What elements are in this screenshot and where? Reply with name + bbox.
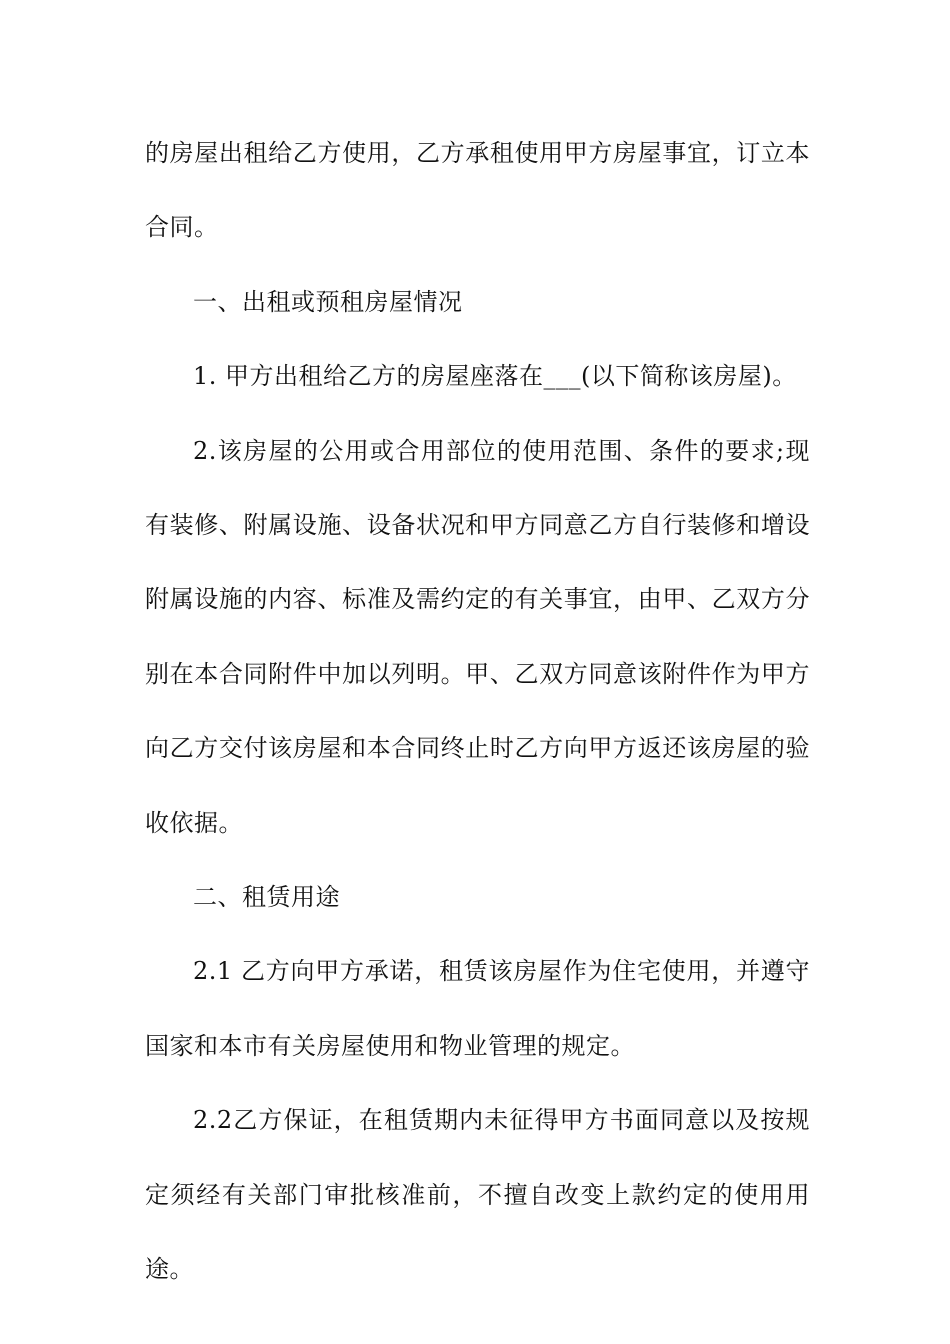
clause-1-location: 1. 甲方出租给乙方的房屋座落在___(以下简称该房屋)。 bbox=[193, 362, 797, 391]
document-body bbox=[145, 116, 810, 1307]
section-heading-lease-purpose: 二、租赁用途 bbox=[193, 883, 340, 912]
clause-2-1-residential-use: 2.1 乙方向甲方承诺，租赁该房屋作为住宅使用，并遵守国家和本市有关房屋使用和物业管理的规定。 bbox=[145, 957, 810, 1060]
paragraph-intro-continuation: 的房屋出租给乙方使用，乙方承租使用甲方房屋事宜，订立本合同。 bbox=[145, 139, 810, 242]
section-heading-rental-property: 一、出租或预租房屋情况 bbox=[193, 287, 463, 316]
clause-2-facilities: 2.该房屋的公用或合用部位的使用范围、条件的要求;现有装修、附属设施、设备状况和甲方同意乙方自行装修和增设附属设施的内容、标准及需约定的有关事宜，由甲、乙双方分别在本合同附件中加以列明。甲、乙双方同意该附件作为甲方向乙方交付该房屋和本合同终止时乙方向甲方返还该房屋的验收依据。 bbox=[145, 436, 810, 837]
clause-2-2-no-change-of-use: 2.2乙方保证，在租赁期内未征得甲方书面同意以及按规定须经有关部门审批核准前，不擅自改变上款约定的使用用途。 bbox=[145, 1106, 810, 1284]
